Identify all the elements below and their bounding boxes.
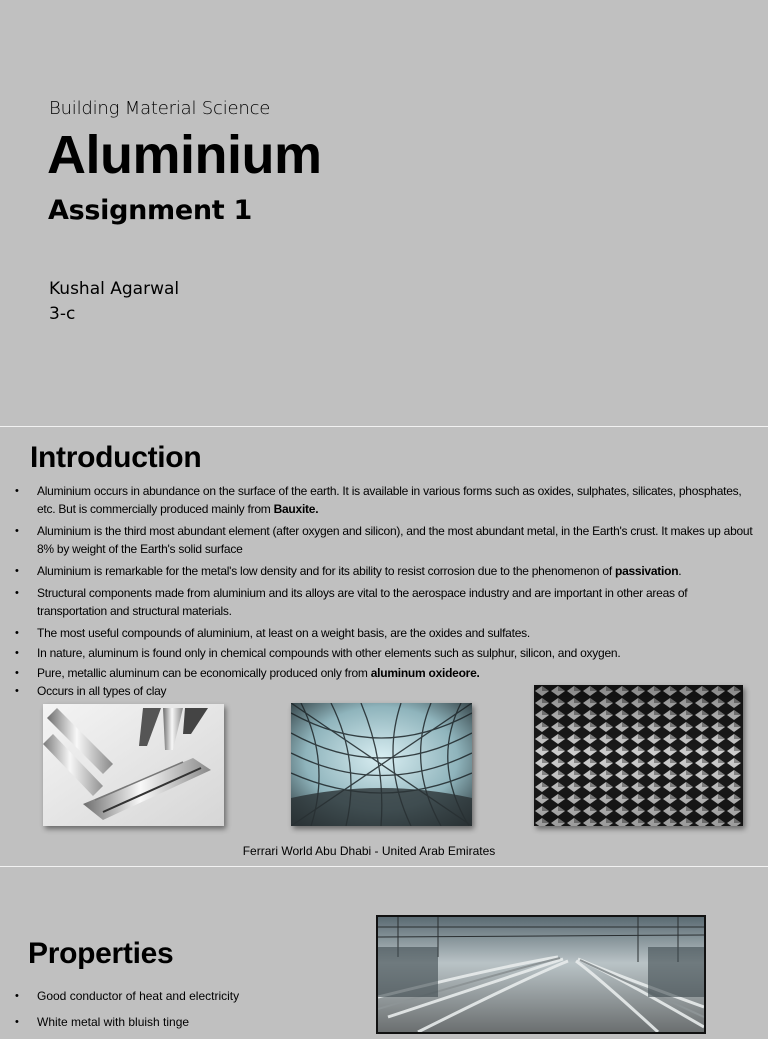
list-item: • The most useful compounds of aluminium, at least on a weight basis, are the oxides and sulfates. [15,624,755,642]
list-item: • Occurs in all types of clay [15,682,755,700]
author-class: 3-c [49,304,76,324]
list-item: • Aluminium occurs in abundance on the surface of the earth. It is available in various forms such as oxides, sulphates, silicates, phosphates, etc. But is commercially produced mainly from Bauxite. [15,482,755,518]
aluminium-profiles-image [43,704,224,826]
aluminium-facade-image [534,685,743,826]
properties-slide [0,866,768,1029]
properties-heading: Properties [28,937,174,970]
assignment-label: Assignment 1 [48,195,253,226]
introduction-slide [0,426,768,865]
course-subtitle: Building Material Science [49,98,271,119]
list-item: • White metal with bluish tinge [15,1013,345,1031]
aluminium-factory-image [378,917,704,1032]
properties-list [15,987,345,1039]
title-slide [0,0,768,425]
page-title: Aluminium [47,125,322,185]
lattice-roof-photo [291,703,472,826]
aluminium-facade-photo [534,685,743,826]
list-item: • Good conductor of heat and electricity [15,987,345,1005]
aluminium-factory-photo [376,915,706,1034]
introduction-list [15,482,755,700]
lattice-roof-image [291,703,472,826]
list-item: • In nature, aluminum is found only in chemical compounds with other elements such as sulphur, silicon, and oxygen. [15,644,755,662]
list-item: • Pure, metallic aluminum can be economically produced only from aluminum oxideore. [15,664,755,682]
author-name: Kushal Agarwal [49,279,180,299]
list-item: • Aluminium is remarkable for the metal's low density and for its ability to resist corrosion due to the phenomenon of passivation. [15,562,755,580]
list-item: • Aluminium is the third most abundant element (after oxygen and silicon), and the most abundant metal, in the Earth's crust. It makes up about 8% by weight of the Earth's solid surface [15,522,755,558]
aluminium-profiles-photo [43,704,224,826]
list-item: • Structural components made from aluminium and its alloys are vital to the aerospace industry and are important in other areas of transportation and structural materials. [15,584,755,620]
author-block [49,277,179,327]
photo-caption: Ferrari World Abu Dhabi - United Arab Emirates [242,844,496,858]
introduction-heading: Introduction [30,441,202,474]
